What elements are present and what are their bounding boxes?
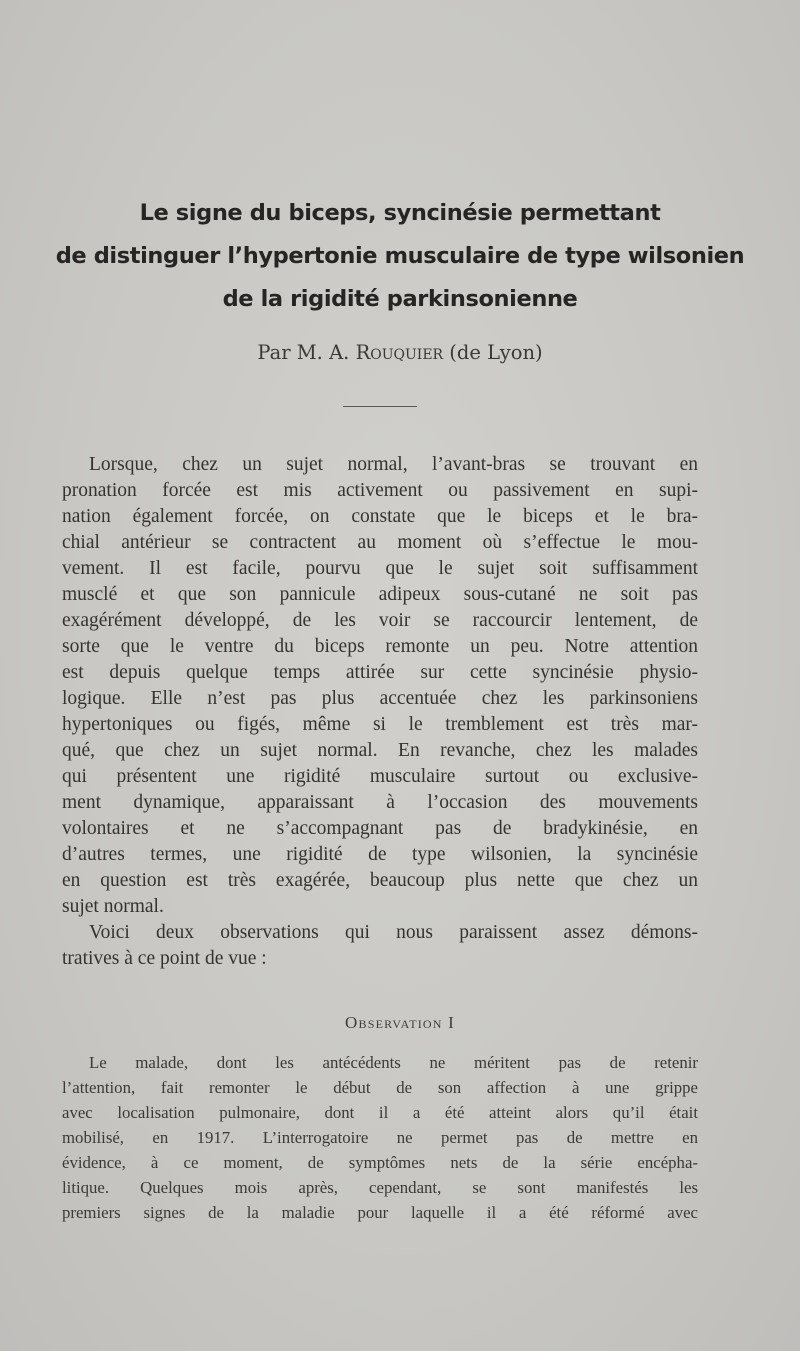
- body-line: d’autres termes, une rigidité de type wilsonien, la syncinésie: [62, 844, 698, 865]
- body-line: Voici deux observations qui nous paraissent assez démons-: [89, 922, 698, 943]
- author-prefix: Par M. A.: [257, 341, 356, 364]
- body-line: vement. Il est facile, pourvu que le sujet soit suffisamment: [62, 558, 698, 579]
- body-line: hypertoniques ou figés, même si le tremblement est très mar-: [62, 714, 698, 735]
- body-line: en question est très exagérée, beaucoup plus nette que chez un: [62, 870, 698, 891]
- observation-heading: Observation I: [345, 1013, 455, 1032]
- body-line: logique. Elle n’est pas plus accentuée chez les parkinsoniens: [62, 688, 698, 709]
- body-line: ment dynamique, apparaissant à l’occasion des mouvements: [62, 792, 698, 813]
- article-title-line-1: Le signe du biceps, syncinésie permettant: [139, 200, 661, 226]
- body-line: volontaires et ne s’accompagnant pas de bradykinésie, en: [62, 818, 698, 839]
- author-byline: [40, 341, 760, 364]
- article-title-line-2: de distinguer l’hypertonie musculaire de type wilsonien: [55, 243, 745, 269]
- body-line: qué, que chez un sujet normal. En revanche, chez les malades: [62, 740, 698, 761]
- body-line: est depuis quelque temps attirée sur cette syncinésie physio-: [62, 662, 698, 683]
- title-separator-rule: [343, 406, 417, 407]
- observation-line: avec localisation pulmonaire, dont il a été atteint alors qu’il était: [62, 1103, 698, 1122]
- observation-line: Le malade, dont les antécédents ne méritent pas de retenir: [89, 1053, 698, 1072]
- author-suffix: (de Lyon): [443, 341, 543, 364]
- observation-line: premiers signes de la maladie pour laquelle il a été réformé avec: [62, 1203, 698, 1222]
- body-line: nation également forcée, on constate que le biceps et le bra-: [62, 506, 698, 527]
- body-line: chial antérieur se contractent au moment où s’effectue le mou-: [62, 532, 698, 553]
- body-line: pronation forcée est mis activement ou passivement en supi-: [62, 480, 698, 501]
- article-title-line-3: de la rigidité parkinsonienne: [222, 286, 578, 312]
- observation-line: mobilisé, en 1917. L’interrogatoire ne permet pas de mettre en: [62, 1128, 698, 1147]
- body-line: sujet normal.: [62, 896, 164, 917]
- body-line: Lorsque, chez un sujet normal, l’avant-bras se trouvant en: [89, 454, 698, 475]
- author-name: Rouquier: [355, 341, 444, 364]
- body-line: exagérément développé, de les voir se raccourcir lentement, de: [62, 610, 698, 631]
- body-line: qui présentent une rigidité musculaire surtout ou exclusive-: [62, 766, 698, 787]
- observation-line: l’attention, fait remonter le début de son affection à une grippe: [62, 1078, 698, 1097]
- body-line: tratives à ce point de vue :: [62, 948, 267, 969]
- observation-line: évidence, à ce moment, de symptômes nets de la série encépha-: [62, 1153, 698, 1172]
- body-line: musclé et que son pannicule adipeux sous-cutané ne soit pas: [62, 584, 698, 605]
- body-line: sorte que le ventre du biceps remonte un peu. Notre attention: [62, 636, 698, 657]
- observation-line: litique. Quelques mois après, cependant, se sont manifestés les: [62, 1178, 698, 1197]
